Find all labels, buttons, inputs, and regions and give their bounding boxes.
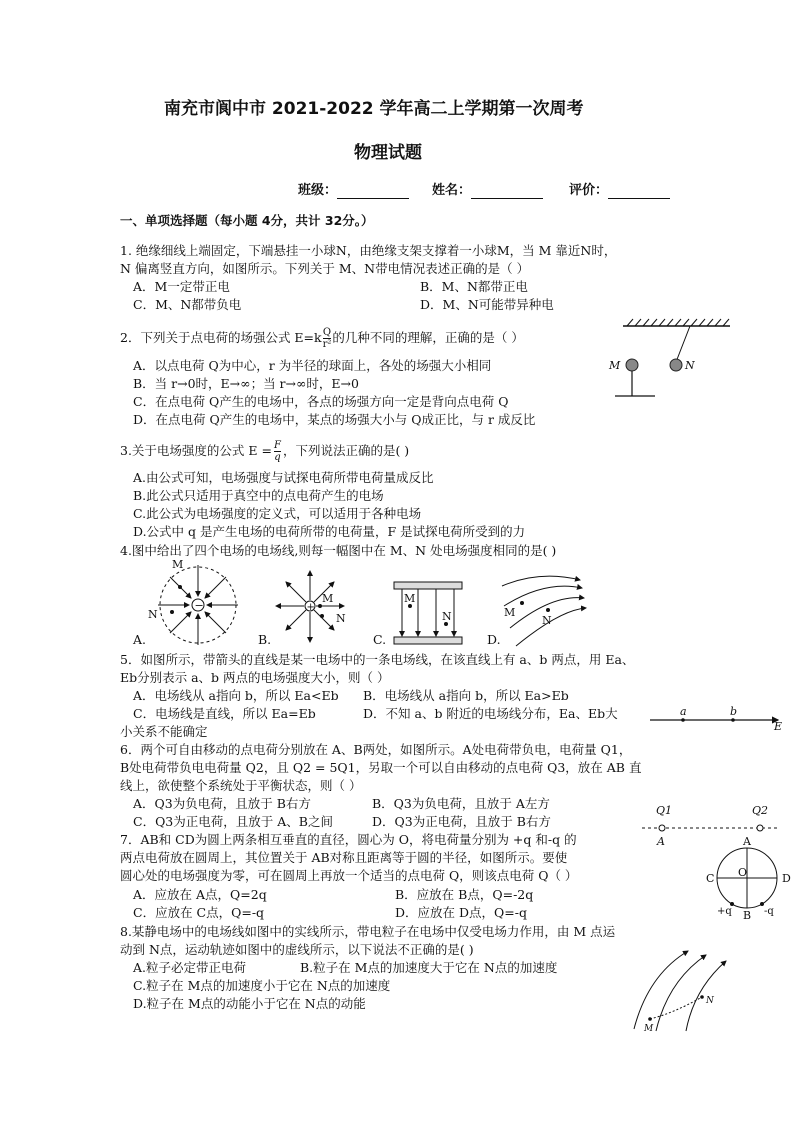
q6-fig-q2: Q2 bbox=[752, 804, 769, 817]
score-blank[interactable] bbox=[608, 185, 670, 199]
q8-figure bbox=[630, 945, 740, 1035]
q4b-n: N bbox=[336, 612, 346, 625]
q6-option-d: D．Q3为正电荷，且放于 B右方 bbox=[372, 814, 551, 829]
q8-line1: 8.某静电场中的电场线如图中的实线所示，带电粒子在电场中仅受电场力作用，由 M 点运 bbox=[120, 924, 616, 939]
name-label: 姓名： bbox=[432, 183, 543, 199]
q2-stem: 2．下列关于点电荷的场强公式 E=k $\frac{Q}{\text{r²}}$ 的几种不同的理解，正确的是（ ） bbox=[120, 327, 524, 350]
q1-line1: 1. 绝缘细线上端固定，下端悬挂一小球N，由绝缘支架支撑着一小球M，当 M 靠近N时， bbox=[120, 243, 617, 258]
q1-line2: N 偏离竖直方向，如图所示。下列关于 M、N带电情况表述正确的是（ ） bbox=[120, 261, 530, 276]
q1-option-a: A．M一定带正电 bbox=[133, 279, 230, 294]
section-heading: 一、单项选择题（每小题 4分，共计 32分。） bbox=[120, 213, 374, 228]
q1-option-d: D．M、N可能带异种电 bbox=[420, 297, 554, 312]
svg-text:−: − bbox=[194, 599, 204, 612]
q5-option-d: D．不知 a、b 附近的电场线分布，Ea、Eb大 bbox=[363, 706, 618, 721]
q5-fig-a: a bbox=[680, 705, 687, 718]
q1-option-c: C．M、N都带负电 bbox=[133, 297, 242, 312]
page-title: 南充市阆中市 2021-2022 学年高二上学期第一次周考 bbox=[164, 99, 584, 119]
q5-line1: 5．如图所示，带箭头的直线是某一电场中的一条电场线，在该直线上有 a、b 两点，用 Ea、 bbox=[120, 652, 635, 667]
q6-option-c: C．Q3为正电荷，且放于 A、B之间 bbox=[133, 814, 333, 829]
q4d-n: N bbox=[542, 614, 552, 627]
q7-line1: 7．AB和 CD为圆上两条相互垂直的直径，圆心为 O，将电荷量分别为 +q 和-q 的 bbox=[120, 832, 577, 847]
q7-figure bbox=[700, 836, 794, 920]
q7-line3: 圆心处的电场强度为零，可在圆周上再放一个适当的点电荷 Q，则该点电荷 Q（ ） bbox=[120, 868, 578, 883]
q5-fig-e: E bbox=[774, 720, 783, 733]
q4-figure-b bbox=[270, 568, 360, 648]
q7-option-c: C．应放在 C点，Q=-q bbox=[133, 905, 265, 920]
q4c-m: M bbox=[404, 592, 416, 605]
q1-fig-m: M bbox=[609, 359, 621, 372]
q7-fig-pq: +q bbox=[717, 906, 732, 917]
q6-option-a: A．Q3为负电荷，且放于 B右方 bbox=[133, 796, 311, 811]
q4c-n: N bbox=[442, 610, 452, 623]
page-subtitle: 物理试题 bbox=[354, 143, 422, 163]
q2-option-b: B．当 r→0时，E→∞；当 r→∞时，E→0 bbox=[133, 376, 359, 391]
q7-fig-c: C bbox=[706, 872, 715, 885]
q6-option-b: B．Q3为负电荷，且放于 A左方 bbox=[372, 796, 550, 811]
q3-stem: 3.关于电场强度的公式 E = $\frac{F}{q}$ ，下列说法正确的是( ) bbox=[120, 440, 410, 463]
q3-option-b: B.此公式只适用于真空中的点电荷产生的电场 bbox=[133, 488, 384, 503]
q2-frac-num: Q bbox=[322, 327, 332, 338]
q1-option-b: B．M、N都带正电 bbox=[420, 279, 528, 294]
q5-figure bbox=[648, 705, 788, 733]
q4-stem: 4.图中给出了四个电场的电场线,则每一幅图中在 M、N 处电场强度相同的是( ) bbox=[120, 543, 557, 558]
q3-frac-num: F bbox=[273, 440, 281, 451]
q7-fig-b: B bbox=[743, 909, 752, 922]
q7-fig-d: D bbox=[782, 872, 791, 885]
name-blank[interactable] bbox=[471, 185, 543, 199]
q4-figure-a bbox=[140, 560, 250, 650]
q5-option-d-cont: 小关系不能确定 bbox=[120, 724, 208, 739]
q4b-m: M bbox=[322, 592, 334, 605]
svg-text:+: + bbox=[306, 602, 315, 613]
q3-option-d: D.公式中 q 是产生电场的电荷所带的电荷量，F 是试探电荷所受到的力 bbox=[133, 524, 526, 539]
q5-line2: Eb分别表示 a、b 两点的电场强度大小，则（ ） bbox=[120, 670, 390, 685]
q7-fig-o: O bbox=[738, 866, 748, 879]
q8-line2: 动到 N点，运动轨迹如图中的虚线所示，以下说法不正确的是( ) bbox=[120, 942, 474, 957]
q6-line3: 线上，欲使整个系统处于平衡状态，则（ ） bbox=[120, 778, 362, 793]
q3-frac-den: q bbox=[274, 452, 281, 463]
q7-fig-mq: -q bbox=[764, 906, 774, 917]
q8-fig-m: M bbox=[644, 1024, 654, 1034]
q6-line1: 6．两个可自由移动的点电荷分别放在 A、B两处，如图所示。A处电荷带负电，电荷量 Q1， bbox=[120, 742, 632, 757]
q7-option-b: B．应放在 B点，Q=-2q bbox=[395, 887, 534, 902]
q2-frac-den: r² bbox=[322, 339, 332, 350]
score-label: 评价： bbox=[569, 183, 670, 199]
q2-option-a: A．以点电荷 Q为中心，r 为半径的球面上，各处的场强大小相同 bbox=[133, 358, 492, 373]
q5-option-a: A．电场线从 a指向 b，所以 Ea<Eb bbox=[133, 688, 339, 703]
q4-label-a: A. bbox=[133, 632, 147, 647]
q2-option-c: C．在点电荷 Q产生的电场中，各点的场强方向一定是背向点电荷 Q bbox=[133, 394, 509, 409]
q8-option-d: D.粒子在 M点的动能小于它在 N点的动能 bbox=[133, 996, 366, 1011]
q5-option-c: C．电场线是直线，所以 Ea=Eb bbox=[133, 706, 316, 721]
q4-label-c: C. bbox=[373, 632, 387, 647]
q4-label-b: B. bbox=[258, 632, 272, 647]
q6-fig-q1: Q1 bbox=[656, 804, 673, 817]
q7-line2: 两点电荷放在圆周上，其位置关于 AB对称且距离等于圆的半径，如图所示。要使 bbox=[120, 850, 568, 865]
q5-option-b: B．电场线从 a指向 b，所以 Ea>Eb bbox=[363, 688, 569, 703]
q7-fig-a: A bbox=[743, 835, 751, 848]
q4a-m: M bbox=[172, 558, 184, 571]
q8-fig-n: N bbox=[706, 996, 714, 1006]
q7-option-d: D．应放在 D点，Q=-q bbox=[395, 905, 527, 920]
q3-option-c: C.此公式为电场强度的定义式，可以适用于各种电场 bbox=[133, 506, 422, 521]
q6-line2: B处电荷带负电电荷量 Q2，且 Q2 = 5Q1，另取一个可以自由移动的点电荷 Q3，放在 AB 直 bbox=[120, 760, 642, 775]
q3-option-a: A.由公式可知，电场强度与试探电荷所带电荷量成反比 bbox=[133, 470, 434, 485]
q8-option-a: A.粒子必定带正电荷 bbox=[133, 960, 247, 975]
q4-figure-c bbox=[390, 580, 470, 650]
q4a-n: N bbox=[148, 608, 158, 621]
q7-option-a: A．应放在 A点，Q=2q bbox=[133, 887, 267, 902]
q1-figure bbox=[605, 318, 735, 400]
q8-option-b: B.粒子在 M点的加速度大于它在 N点的加速度 bbox=[300, 960, 558, 975]
q5-fig-b: b bbox=[730, 705, 738, 718]
q1-fig-n: N bbox=[685, 359, 695, 372]
class-label: 班级： bbox=[298, 183, 409, 199]
q4-label-d: D. bbox=[487, 632, 501, 647]
q4-figure-d bbox=[500, 572, 590, 650]
class-blank[interactable] bbox=[337, 185, 409, 199]
q2-option-d: D．在点电荷 Q产生的电场中，某点的场强大小与 Q成正比，与 r 成反比 bbox=[133, 412, 536, 427]
q4d-m: M bbox=[504, 606, 516, 619]
q8-option-c: C.粒子在 M点的加速度小于它在 N点的加速度 bbox=[133, 978, 391, 993]
q6-fig-a: A bbox=[657, 835, 665, 848]
